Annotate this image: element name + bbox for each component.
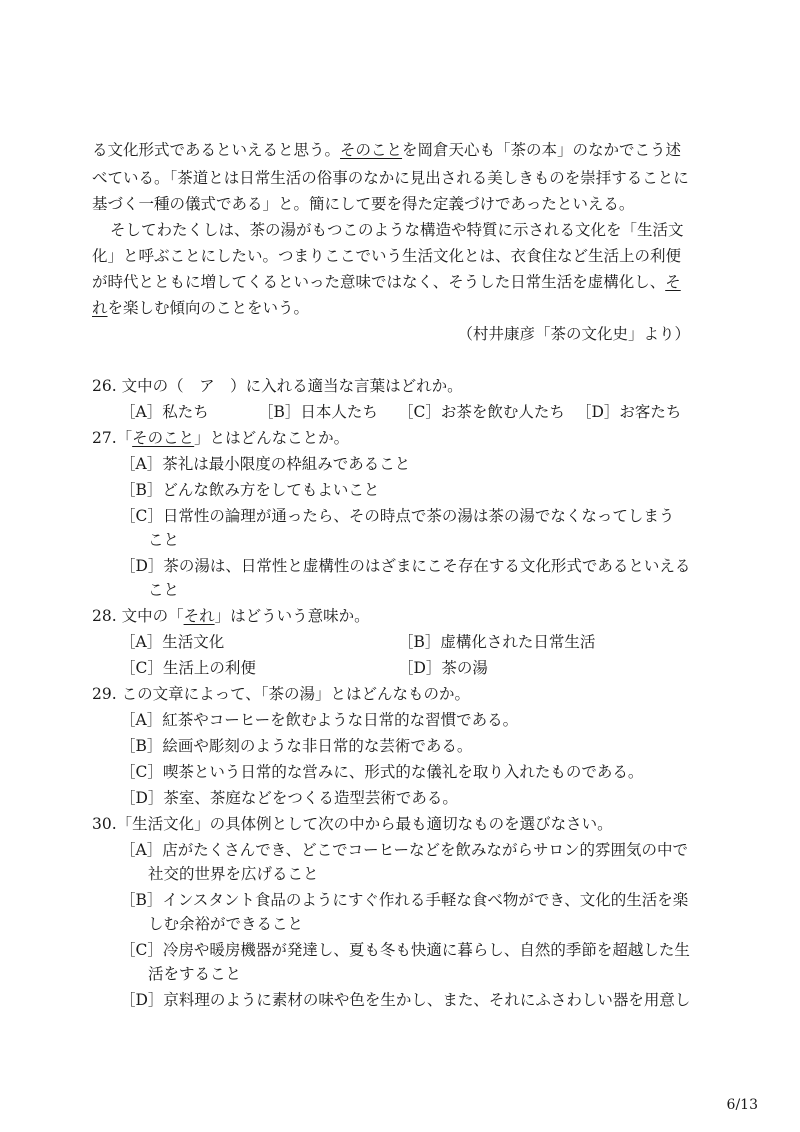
passage-line-4: そしてわたくしは、茶の湯がもつこのような構造や特質に示される文化を「生活文 xyxy=(110,221,684,239)
q27-option-c-cont: こと xyxy=(148,531,180,549)
q30-option-b-cont: しむ余裕ができること xyxy=(148,915,304,933)
q30-option-b: ［B］インスタント食品のようにすぐ作れる手軽な食べ物ができ、文化的生活を楽 xyxy=(120,891,689,909)
q27-option-d: ［D］茶の湯は、日常性と虚構性のはざまにこそ存在する文化形式であるといえる xyxy=(120,557,691,575)
q26-option-b: ［B］日本人たち xyxy=(258,403,378,421)
question-29: 29. この文章によって、「茶の湯」とはどんなものか。 xyxy=(92,685,471,703)
question-27: 27.「そのこと」とはどんなことか。 xyxy=(92,429,350,447)
passage-line-1: る文化形式であるといえると思う。そのことを岡倉天心も「茶の本」のなかでこう述 xyxy=(92,141,682,159)
q26-option-d: ［D］お客たち xyxy=(576,403,682,421)
q27-option-c: ［C］日常性の論理が通ったら、その時点で茶の湯は茶の湯でなくなってしまう xyxy=(120,507,675,525)
q26-option-c: ［C］お茶を飲む人たち xyxy=(398,403,565,421)
q30-option-c-cont: 活をすること xyxy=(148,965,242,983)
q30-option-a: ［A］店がたくさんでき、どこでコーヒーなどを飲みながらサロン的雰囲気の中で xyxy=(120,841,688,859)
question-26-options xyxy=(120,402,681,422)
passage-line-6: が時代とともに増してくるといった意味ではなく、そうした日常生活を虚構化し、そ xyxy=(92,273,681,291)
q27-option-d-cont: こと xyxy=(148,581,180,599)
passage-line-2: べている。「茶道とは日常生活の俗事のなかに見出される美しきものを崇拝することに xyxy=(92,169,689,187)
passage-source: （村井康彦「茶の文化史」より） xyxy=(457,325,690,343)
q28-option-d: ［D］茶の湯 xyxy=(398,659,488,677)
q29-option-b: ［B］絵画や彫刻のような非日常的な芸術である。 xyxy=(120,737,473,755)
q28-option-c: ［C］生活上の利便 xyxy=(120,659,256,677)
passage-line-7: れを楽しむ傾向のことをいう。 xyxy=(92,299,310,317)
q26-option-a: ［A］私たち xyxy=(120,403,209,421)
question-30: 30.「生活文化」の具体例として次の中から最も適切なものを選びなさい。 xyxy=(92,815,613,833)
q30-option-d: ［D］京料理のように素材の味や色を生かし、また、それにふさわしい器を用意し xyxy=(120,991,691,1009)
underlined-sore-part2: れ xyxy=(92,299,108,317)
q27-option-a: ［A］茶礼は最小限度の枠組みであること xyxy=(120,455,411,473)
underlined-sonokoto: そのこと xyxy=(340,141,403,159)
question-28: 28. 文中の「それ」はどういう意味か。 xyxy=(92,607,370,625)
question-26: 26. 文中の（ ア ）に入れる適当な言葉はどれか。 xyxy=(92,377,463,395)
passage-line-3: 基づく一種の儀式である」と。簡にして要を得た定義づけであったといえる。 xyxy=(92,195,635,213)
q27-option-b: ［B］どんな飲み方をしてもよいこと xyxy=(120,481,380,499)
q29-option-c: ［C］喫茶という日常的な営みに、形式的な儀礼を取り入れたものである。 xyxy=(120,763,644,781)
page-number: 6/13 xyxy=(726,1097,758,1113)
q30-option-a-cont: 社交的世界を広げること xyxy=(148,865,319,883)
q29-option-d: ［D］茶室、茶庭などをつくる造型芸術である。 xyxy=(120,789,458,807)
q28-option-b: ［B］虚構化された日常生活 xyxy=(398,633,596,651)
passage-line-5: 化」と呼ぶことにしたい。つまりここでいう生活文化とは、衣食住など生活上の利便 xyxy=(92,247,682,265)
q30-option-c: ［C］冷房や暖房機器が発達し、夏も冬も快適に暮らし、自然的季節を超越した生 xyxy=(120,941,690,959)
q29-option-a: ［A］紅茶やコーヒーを飲むような日常的な習慣である。 xyxy=(120,711,519,729)
q28-option-a: ［A］生活文化 xyxy=(120,633,225,651)
underlined-sore-part1: そ xyxy=(665,273,681,291)
